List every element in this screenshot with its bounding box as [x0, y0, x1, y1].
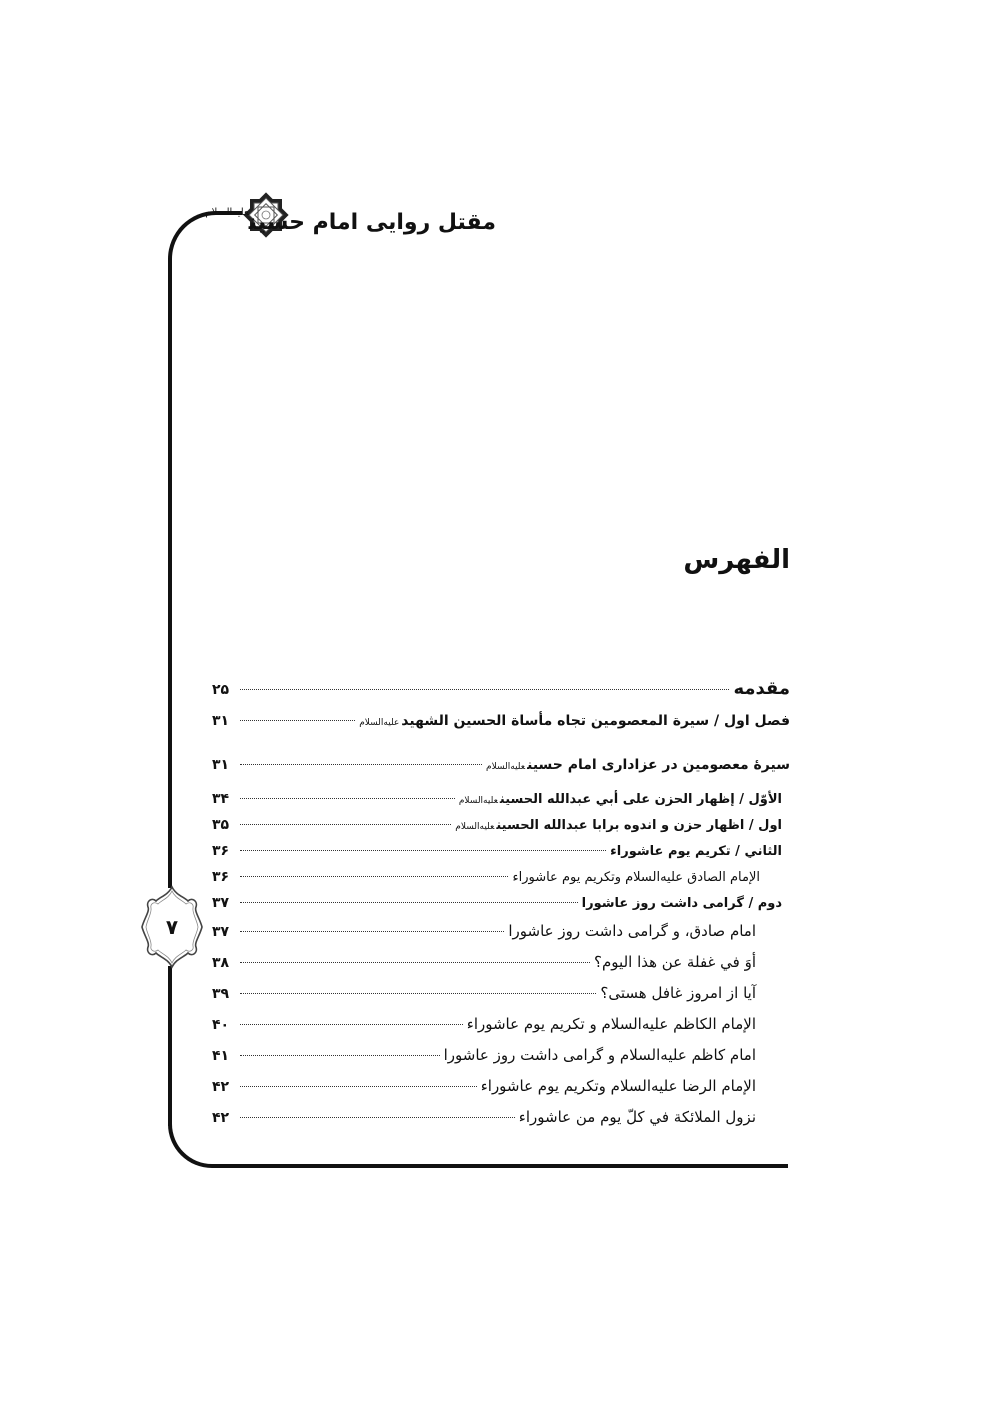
leader-dots — [240, 850, 606, 851]
table-of-contents — [212, 672, 790, 1133]
toc-entry-label: نزول الملائکة في کلّ یوم من عاشوراء — [518, 1108, 756, 1126]
toc-entry-page: ۳۶ — [212, 843, 230, 859]
toc-entry[interactable] — [212, 750, 790, 780]
toc-entry[interactable] — [212, 1009, 790, 1040]
page-number: ۷ — [165, 915, 179, 939]
leader-dots — [240, 689, 729, 690]
toc-entry-page: ۳۶ — [212, 869, 230, 885]
toc-entry-page: ۳۵ — [212, 817, 230, 833]
toc-entry-label: أوَ في غفلة عن هذا الیوم؟ — [594, 953, 756, 971]
leader-dots — [240, 993, 596, 994]
leader-dots — [240, 902, 578, 903]
toc-entry-label: الإمام الکاظم علیه‌السلام و تکریم یوم عاشوراء — [466, 1015, 756, 1033]
toc-entry-label — [359, 706, 790, 738]
leader-dots — [240, 798, 455, 799]
toc-entry-label: آیا از امروز غافل هستی؟ — [600, 984, 756, 1002]
toc-entry-label: امام صادق، و گرامی داشت روز عاشورا — [508, 922, 756, 940]
book-title — [205, 190, 496, 236]
toc-title: الفهرس — [683, 545, 790, 575]
toc-entry[interactable] — [212, 890, 790, 916]
toc-entry[interactable] — [212, 1040, 790, 1071]
toc-entry[interactable] — [212, 978, 790, 1009]
toc-entry-label: دوم / گرامی داشت روز عاشورا — [581, 896, 782, 911]
toc-entry-honorific: علیه‌السلام — [455, 822, 495, 832]
toc-entry-label — [486, 750, 790, 782]
leader-dots — [240, 962, 590, 963]
toc-entry-label: امام کاظم علیه‌السلام و گرامی داشت روز عاشورا — [443, 1046, 756, 1064]
leader-dots — [240, 720, 355, 721]
frame-left-line-lower — [168, 966, 172, 1126]
toc-entry-page: ۳۴ — [212, 791, 230, 807]
leader-dots — [240, 824, 451, 825]
book-title-text: مقتل روایی امام حسین — [248, 210, 496, 235]
book-title-honorific: علیه‌السلام — [205, 207, 249, 218]
toc-entry[interactable] — [212, 812, 790, 838]
frame-left-line-upper — [168, 260, 172, 888]
leader-dots — [240, 1024, 463, 1025]
toc-entry-label-text: الأوّل / إظهار الحزن علی أبي عبدالله الحسین — [499, 792, 782, 807]
leader-dots — [240, 876, 508, 877]
toc-entry[interactable] — [212, 916, 790, 947]
leader-dots — [240, 931, 504, 932]
toc-entry-page: ۳۷ — [212, 895, 230, 911]
toc-entry[interactable] — [212, 838, 790, 864]
toc-entry-honorific: علیه‌السلام — [486, 762, 526, 772]
toc-entry[interactable] — [212, 1102, 790, 1133]
toc-entry-label — [459, 787, 782, 814]
spacer — [212, 736, 790, 750]
toc-entry-page: ۴۲ — [212, 1110, 230, 1126]
toc-entry-page: ۲۵ — [212, 682, 230, 698]
leader-dots — [240, 1086, 477, 1087]
toc-entry-label: مقدمه — [733, 678, 790, 699]
frame-bottom-line — [218, 1164, 788, 1168]
toc-entry-page: ۳۸ — [212, 955, 230, 971]
toc-entry-label: الإمام الرضا علیه‌السلام وتکریم یوم عاشوراء — [480, 1077, 756, 1095]
toc-entry-page: ۳۹ — [212, 986, 230, 1002]
toc-entry-label: الإمام الصادق علیه‌السلام وتکریم یوم عاشوراء — [512, 870, 760, 885]
toc-entry-page: ۳۱ — [212, 757, 230, 773]
toc-entry-page: ۳۷ — [212, 924, 230, 940]
toc-entry-label: الثاني / تکریم یوم عاشوراء — [610, 844, 782, 859]
toc-entry-page: ۴۲ — [212, 1079, 230, 1095]
toc-entry-honorific: علیه‌السلام — [458, 796, 498, 806]
toc-entry[interactable] — [212, 706, 790, 736]
toc-entry-honorific: علیه‌السلام — [359, 718, 400, 728]
toc-entry[interactable] — [212, 672, 790, 706]
toc-entry-label-text: فصل اول / سیرة المعصومین تجاه مأساة الحسین الشهید — [401, 713, 790, 729]
toc-entry-page: ۳۱ — [212, 713, 230, 729]
toc-entry-page: ۴۰ — [212, 1017, 230, 1033]
toc-entry[interactable] — [212, 864, 790, 890]
leader-dots — [240, 1055, 440, 1056]
toc-entry-label-text: اول / اظهار حزن و اندوه برابا عبدالله الحسین — [496, 818, 782, 833]
toc-entry-page: ۴۱ — [212, 1048, 230, 1064]
toc-entry[interactable] — [212, 786, 790, 812]
leader-dots — [240, 1117, 515, 1118]
leader-dots — [240, 764, 482, 765]
toc-entry-label — [455, 813, 782, 840]
toc-entry[interactable] — [212, 1071, 790, 1102]
toc-entry[interactable] — [212, 947, 790, 978]
toc-entry-label-text: سیرهٔ معصومین در عزاداری امام حسین — [527, 757, 790, 773]
